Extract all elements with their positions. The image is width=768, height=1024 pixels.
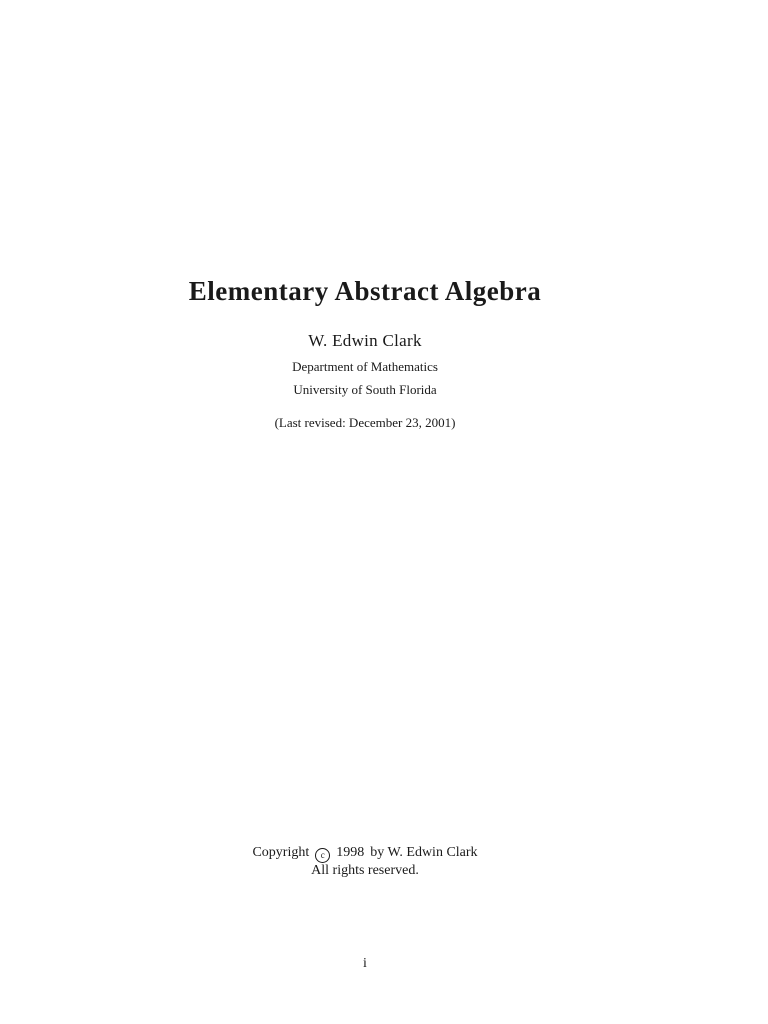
document-title: Elementary Abstract Algebra	[188, 276, 542, 306]
copyright-holder: by W. Edwin Clark	[370, 845, 478, 860]
author-department: Department of Mathematics	[292, 359, 438, 374]
author-university: University of South Florida	[293, 382, 437, 397]
copyright-symbol-icon: c	[315, 848, 330, 863]
author-name: W. Edwin Clark	[308, 331, 422, 350]
copyright-prefix: Copyright	[252, 845, 310, 860]
copyright-year: 1998	[336, 845, 365, 860]
rights-statement: All rights reserved.	[311, 863, 419, 878]
copyright-line	[0, 845, 730, 863]
page-number: i	[363, 956, 367, 971]
revision-date: (Last revised: December 23, 2001)	[274, 415, 456, 430]
